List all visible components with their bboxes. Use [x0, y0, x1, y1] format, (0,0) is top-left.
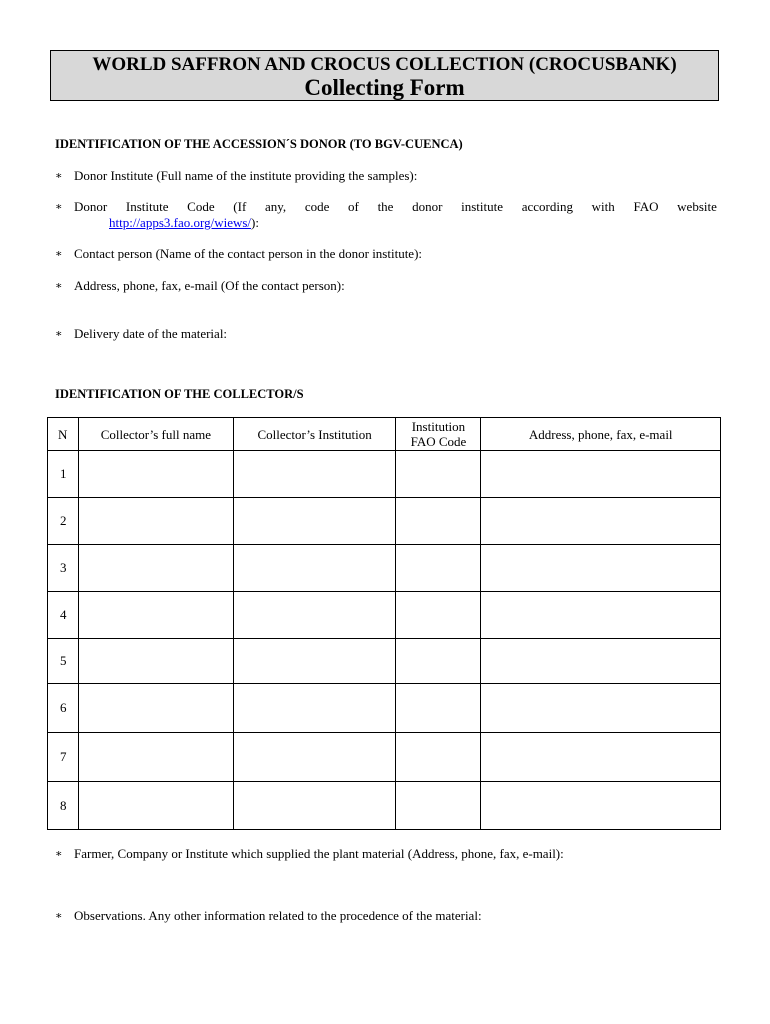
bullet-icon: ∗: [55, 170, 63, 182]
collector-name-cell[interactable]: [78, 545, 233, 592]
collector-name-cell[interactable]: [78, 684, 233, 733]
collectors-section-heading: IDENTIFICATION OF THE COLLECTOR/S: [55, 387, 304, 401]
row-number: 1: [48, 451, 79, 498]
collectors-table: [47, 417, 721, 830]
col-institution-header: Collector’s Institution: [233, 418, 396, 451]
col-name-header: Collector’s full name: [78, 418, 233, 451]
donor-institute-code-field[interactable]: [55, 199, 717, 231]
table-row: [48, 592, 721, 639]
collector-name-cell[interactable]: [78, 782, 233, 830]
table-header-row: [48, 418, 721, 451]
row-number: 4: [48, 592, 79, 639]
fao-code-cell[interactable]: [396, 639, 481, 684]
table-row: [48, 733, 721, 782]
collector-institution-cell[interactable]: [233, 733, 396, 782]
collector-name-cell[interactable]: [78, 592, 233, 639]
fao-code-cell[interactable]: [396, 782, 481, 830]
collector-name-cell[interactable]: [78, 733, 233, 782]
fao-code-cell[interactable]: [396, 451, 481, 498]
donor-institute-label: Donor Institute (Full name of the institute providing the samples):: [74, 168, 418, 183]
contact-address-label: Address, phone, fax, e-mail (Of the contact person):: [74, 278, 345, 293]
contact-cell[interactable]: [481, 782, 721, 830]
col-fao-header: Institution FAO Code: [396, 418, 481, 451]
contact-cell[interactable]: [481, 451, 721, 498]
fao-code-cell[interactable]: [396, 545, 481, 592]
row-number: 8: [48, 782, 79, 830]
fao-code-cell[interactable]: [396, 498, 481, 545]
fao-code-cell[interactable]: [396, 684, 481, 733]
donor-code-label: Donor Institute Code (If any, code of the donor institute according with FAO website: [74, 199, 717, 214]
observations-field[interactable]: [55, 908, 717, 924]
contact-address-field[interactable]: [55, 278, 717, 294]
collector-name-cell[interactable]: [78, 451, 233, 498]
contact-cell[interactable]: [481, 498, 721, 545]
row-number: 6: [48, 684, 79, 733]
supplier-field[interactable]: [55, 846, 717, 862]
fao-code-cell[interactable]: [396, 733, 481, 782]
collector-institution-cell[interactable]: [233, 592, 396, 639]
donor-institute-field[interactable]: [55, 168, 717, 184]
table-row: [48, 639, 721, 684]
collector-institution-cell[interactable]: [233, 684, 396, 733]
table-row: [48, 782, 721, 830]
donor-code-suffix: ):: [251, 215, 259, 230]
contact-cell[interactable]: [481, 592, 721, 639]
row-number: 7: [48, 733, 79, 782]
form-title-box: [50, 50, 719, 101]
bullet-icon: ∗: [55, 910, 63, 922]
table-row: [48, 545, 721, 592]
collector-institution-cell[interactable]: [233, 639, 396, 684]
fao-website-link[interactable]: http://apps3.fao.org/wiews/: [109, 215, 252, 230]
bullet-icon: ∗: [55, 848, 63, 860]
col-n-header: N: [48, 418, 79, 451]
collector-name-cell[interactable]: [78, 498, 233, 545]
contact-cell[interactable]: [481, 545, 721, 592]
contact-cell[interactable]: [481, 639, 721, 684]
donor-section-heading: IDENTIFICATION OF THE ACCESSION´S DONOR (TO BGV-CUENCA): [55, 137, 463, 151]
row-number: 3: [48, 545, 79, 592]
collector-institution-cell[interactable]: [233, 451, 396, 498]
delivery-date-field[interactable]: [55, 326, 717, 342]
bullet-icon: ∗: [55, 248, 63, 260]
collector-institution-cell[interactable]: [233, 498, 396, 545]
collector-institution-cell[interactable]: [233, 782, 396, 830]
table-row: [48, 684, 721, 733]
bullet-icon: ∗: [55, 201, 63, 213]
contact-person-field[interactable]: [55, 246, 717, 262]
observations-label: Observations. Any other information related to the procedence of the material:: [74, 908, 482, 923]
contact-cell[interactable]: [481, 733, 721, 782]
form-title: Collecting Form: [304, 75, 465, 100]
contact-person-label: Contact person (Name of the contact person in the donor institute):: [74, 246, 423, 261]
collector-name-cell[interactable]: [78, 639, 233, 684]
contact-cell[interactable]: [481, 684, 721, 733]
delivery-date-label: Delivery date of the material:: [74, 326, 228, 341]
bullet-icon: ∗: [55, 328, 63, 340]
collector-institution-cell[interactable]: [233, 545, 396, 592]
collection-title: WORLD SAFFRON AND CROCUS COLLECTION (CROCUSBANK): [92, 54, 677, 75]
supplier-label: Farmer, Company or Institute which supplied the plant material (Address, phone, fax, e-mail):: [74, 846, 564, 861]
table-row: [48, 498, 721, 545]
col-contact-header: Address, phone, fax, e-mail: [481, 418, 721, 451]
row-number: 2: [48, 498, 79, 545]
bullet-icon: ∗: [55, 280, 63, 292]
table-row: [48, 451, 721, 498]
row-number: 5: [48, 639, 79, 684]
fao-code-cell[interactable]: [396, 592, 481, 639]
